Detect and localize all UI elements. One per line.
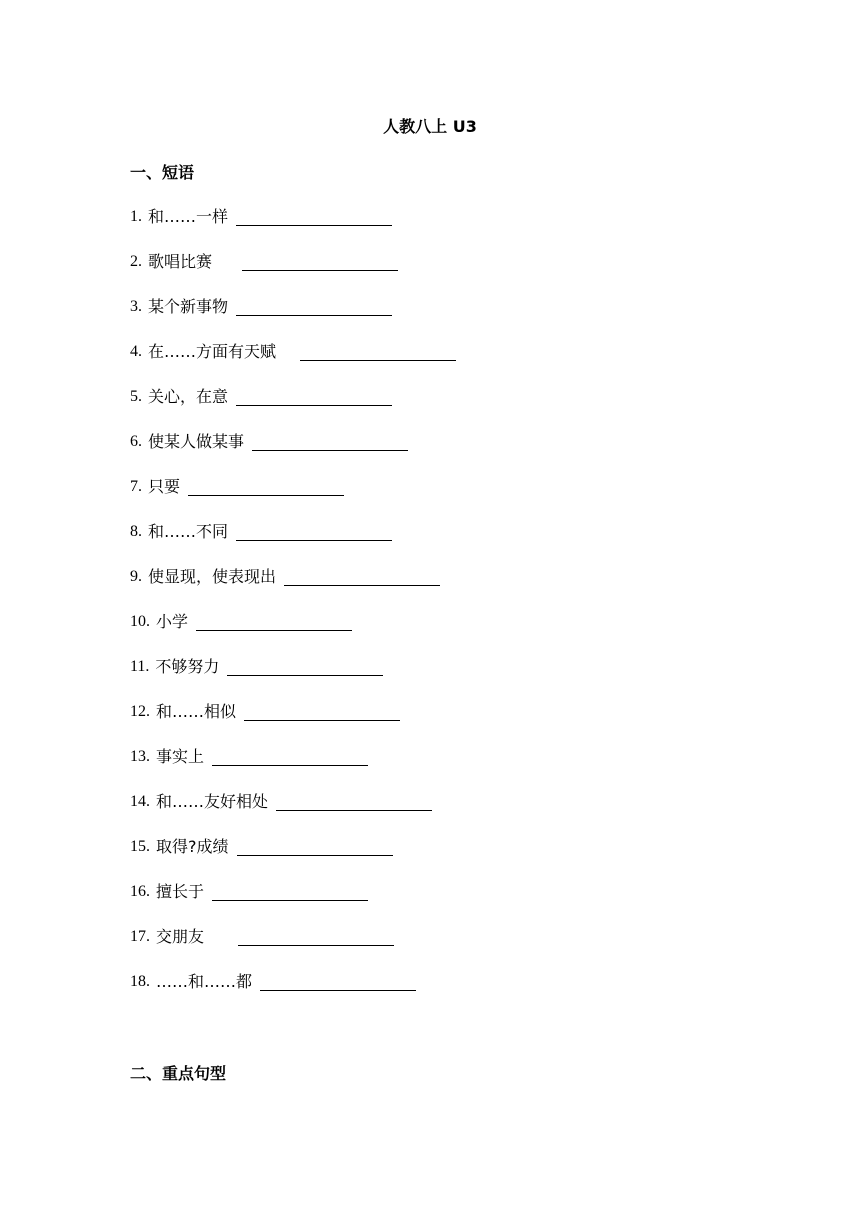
item-text: 和……一样: [148, 207, 229, 226]
list-item: [130, 656, 456, 701]
list-item: [130, 296, 456, 341]
answer-blank[interactable]: [237, 836, 393, 856]
item-text: 擅长于: [156, 882, 205, 901]
item-number: 3.: [130, 298, 142, 315]
list-item: [130, 701, 456, 746]
answer-blank[interactable]: [236, 386, 392, 406]
item-number: 13.: [130, 748, 150, 765]
item-number: 2.: [130, 253, 142, 270]
item-number: 14.: [130, 793, 150, 810]
answer-blank[interactable]: [188, 476, 344, 496]
answer-blank[interactable]: [260, 971, 416, 991]
item-text: 不够努力: [155, 657, 220, 676]
answer-blank[interactable]: [227, 656, 383, 676]
item-text: 和……相似: [156, 702, 237, 721]
section-heading-key-sentences: 二、重点句型: [130, 1064, 227, 1083]
item-text: 在……方面有天赋: [148, 342, 277, 361]
list-item: [130, 881, 456, 926]
item-number: 17.: [130, 928, 150, 945]
list-item: [130, 521, 456, 566]
item-text: 取得?成绩: [156, 837, 229, 856]
list-item: [130, 386, 456, 431]
item-number: 9.: [130, 568, 142, 585]
item-text: 只要: [148, 477, 181, 496]
item-number: 12.: [130, 703, 150, 720]
answer-blank[interactable]: [300, 341, 456, 361]
list-item: [130, 206, 456, 251]
item-number: 1.: [130, 208, 142, 225]
list-item: [130, 476, 456, 521]
answer-blank[interactable]: [284, 566, 440, 586]
list-item: [130, 611, 456, 656]
answer-blank[interactable]: [238, 926, 394, 946]
answer-blank[interactable]: [236, 206, 392, 226]
item-number: 7.: [130, 478, 142, 495]
item-number: 8.: [130, 523, 142, 540]
answer-blank[interactable]: [236, 521, 392, 541]
item-number: 16.: [130, 883, 150, 900]
item-text: 使显现，使表现出: [148, 567, 277, 586]
answer-blank[interactable]: [276, 791, 432, 811]
item-text: 事实上: [156, 747, 205, 766]
answer-blank[interactable]: [252, 431, 408, 451]
item-number: 4.: [130, 343, 142, 360]
answer-blank[interactable]: [196, 611, 352, 631]
answer-blank[interactable]: [212, 881, 368, 901]
list-item: [130, 566, 456, 611]
page-title: 人教八上 U3: [383, 117, 477, 136]
item-text: 小学: [156, 612, 189, 631]
item-text: 和……友好相处: [156, 792, 269, 811]
item-text: ……和……都: [156, 972, 253, 991]
list-item: [130, 431, 456, 476]
item-number: 18.: [130, 973, 150, 990]
item-number: 6.: [130, 433, 142, 450]
item-text: 关心，在意: [148, 387, 229, 406]
item-text: 歌唱比赛: [148, 252, 213, 271]
item-text: 某个新事物: [148, 297, 229, 316]
item-number: 5.: [130, 388, 142, 405]
answer-blank[interactable]: [236, 296, 392, 316]
list-item: [130, 836, 456, 881]
answer-blank[interactable]: [244, 701, 400, 721]
answer-blank[interactable]: [212, 746, 368, 766]
list-item: [130, 341, 456, 386]
list-item: [130, 791, 456, 836]
list-item: [130, 251, 456, 296]
item-number: 10.: [130, 613, 150, 630]
answer-blank[interactable]: [242, 251, 398, 271]
list-item: [130, 971, 456, 1016]
list-item: [130, 746, 456, 791]
item-number: 15.: [130, 838, 150, 855]
item-text: 交朋友: [156, 927, 205, 946]
item-number: 11.: [130, 658, 150, 675]
phrase-list: [130, 206, 456, 1016]
list-item: [130, 926, 456, 971]
item-text: 和……不同: [148, 522, 229, 541]
section-heading-phrases: 一、短语: [130, 163, 195, 182]
item-text: 使某人做某事: [148, 432, 245, 451]
